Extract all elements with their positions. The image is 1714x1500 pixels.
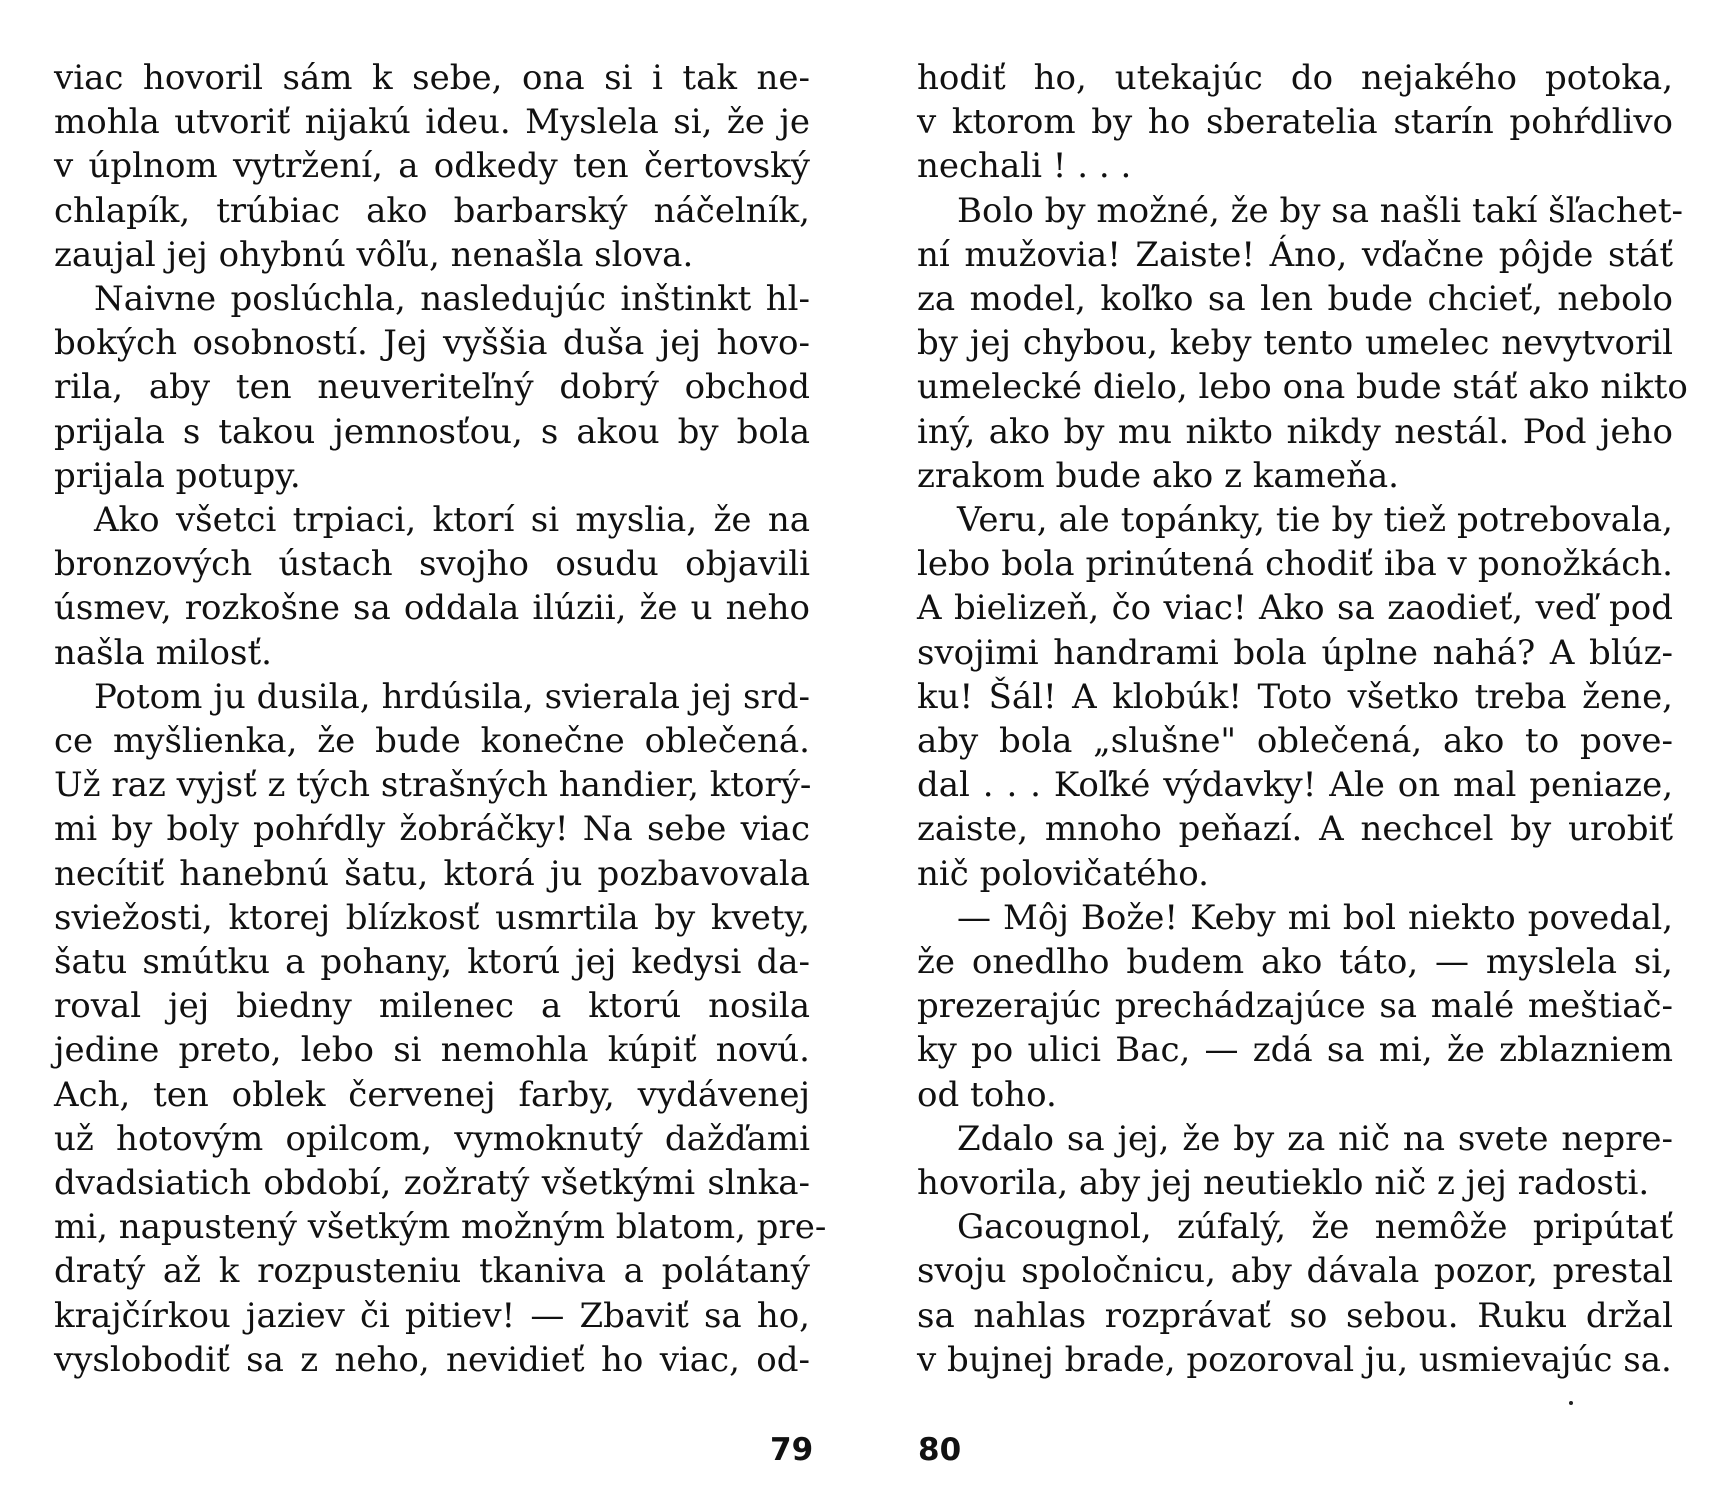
text-line: bronzových ústach svojho osudu objavili xyxy=(54,544,810,585)
text-line: by jej chybou, keby tento umelec nevytvoril xyxy=(917,323,1673,364)
text-line: ní mužovia! Zaiste! Áno, vďačne pôjde stáť xyxy=(917,234,1673,275)
right-page xyxy=(917,56,1688,1382)
text-line: viac hovoril sám k sebe, ona si i tak ne- xyxy=(54,58,810,98)
text-line: rila, aby ten neuveriteľný dobrý obchod xyxy=(54,367,810,408)
text-line: prijala s takou jemnosťou, s akou by bola xyxy=(54,411,810,452)
text-line: Bolo by možné, že by sa našli takí šľachet- xyxy=(957,190,1683,231)
text-line: necítiť hanebnú šatu, ktorá ju pozbavovala xyxy=(54,853,810,894)
text-line: Gacougnol, zúfalý, že nemôže pripútať xyxy=(957,1207,1673,1248)
text-line: lebo bola prinútená chodiť iba v ponožkách. xyxy=(917,544,1673,585)
text-line: nič polovičatého. xyxy=(917,853,1209,894)
paragraph xyxy=(917,896,1673,1117)
text-line: zaujal jej ohybnú vôľu, nenašla slova. xyxy=(54,234,694,275)
text-line: v ktorom by ho sberatelia starín pohŕdlivo xyxy=(917,102,1673,143)
text-line: šatu smútku a pohany, ktorú jej kedysi da- xyxy=(54,942,810,983)
text-line: vyslobodiť sa z neho, nevidieť ho viac, od- xyxy=(54,1339,810,1380)
text-line: roval jej biedny milenec a ktorú nosila xyxy=(54,986,810,1027)
paragraph xyxy=(917,1205,1673,1382)
text-line: hodiť ho, utekajúc do nejakého potoka, xyxy=(917,58,1673,98)
text-line: sa nahlas rozprávať so sebou. Ruku držal xyxy=(917,1295,1673,1336)
text-line: umelecké dielo, lebo ona bude stáť ako nikto xyxy=(917,367,1688,408)
text-line: ce myšlienka, že bude konečne oblečená. xyxy=(54,721,810,762)
text-line: bokých osobností. Jej vyššia duša jej hovo- xyxy=(54,323,810,364)
paragraph xyxy=(917,498,1673,896)
text-line: dvadsiatich období, zožratý všetkými slnka- xyxy=(54,1163,810,1204)
page-number: 80 xyxy=(918,1432,962,1468)
page-number: 79 xyxy=(770,1432,814,1468)
text-line: krajčírkou jaziev či pitiev! — Zbaviť sa ho, xyxy=(54,1295,810,1336)
text-line: Naivne poslúchla, nasledujúc inštinkt hl- xyxy=(94,279,810,320)
paragraph xyxy=(54,498,810,675)
text-line: aby bola „slušne" oblečená, ako to pove- xyxy=(917,721,1673,762)
paragraph xyxy=(917,1117,1673,1205)
text-line: iný, ako by mu nikto nikdy nestál. Pod jeho xyxy=(917,411,1673,452)
text-line: ku! Šál! A klobúk! Toto všetko treba žene, xyxy=(917,676,1673,717)
text-line: našla milosť. xyxy=(54,632,272,673)
text-line: v úplnom vytržení, a odkedy ten čertovský xyxy=(54,146,810,187)
left-page xyxy=(54,56,827,1382)
text-line: svoju spoločnicu, aby dávala pozor, prestal xyxy=(917,1251,1673,1292)
text-line: ky po ulici Bac, — zdá sa mi, že zblazniem xyxy=(917,1030,1673,1071)
text-line: Už raz vyjsť z tých strašných handier, ktorý- xyxy=(54,765,812,806)
print-speck xyxy=(1569,1401,1573,1405)
text-line: od toho. xyxy=(917,1074,1057,1115)
text-line: za model, koľko sa len bude chcieť, nebolo xyxy=(917,279,1673,320)
text-line: dal . . . Koľké výdavky! Ale on mal peniaze, xyxy=(917,765,1673,806)
text-line: mohla utvoriť nijakú ideu. Myslela si, že je xyxy=(54,102,810,143)
text-line: úsmev, rozkošne sa oddala ilúzii, že u neho xyxy=(54,588,810,629)
text-line: chlapík, trúbiac ako barbarský náčelník, xyxy=(54,190,810,231)
text-line: Veru, ale topánky, tie by tiež potrebovala, xyxy=(957,500,1673,541)
text-line: už hotovým opilcom, vymoknutý dažďami xyxy=(54,1118,810,1159)
text-line: že onedlho budem ako táto, — myslela si, xyxy=(917,942,1673,983)
text-line: jedine preto, lebo si nemohla kúpiť novú. xyxy=(54,1030,810,1071)
text-line: hovorila, aby jej neutieklo nič z jej radosti. xyxy=(917,1163,1650,1204)
text-line: Ach, ten oblek červenej farby, vydávenej xyxy=(54,1074,810,1115)
paragraph xyxy=(54,56,810,277)
paragraph xyxy=(54,277,810,498)
text-line: Potom ju dusila, hrdúsila, svierala jej srd- xyxy=(94,676,810,717)
text-line: v bujnej brade, pozoroval ju, usmievajúc sa. xyxy=(917,1339,1672,1380)
text-line: prezerajúc prechádzajúce sa malé meštiač- xyxy=(917,986,1673,1027)
text-line: — Môj Bože! Keby mi bol niekto povedal, xyxy=(957,897,1673,938)
paragraph xyxy=(917,189,1688,498)
text-line: prijala potupy. xyxy=(54,455,301,496)
text-line: dratý až k rozpusteniu tkaniva a polátaný xyxy=(54,1251,810,1292)
text-line: nechali ! . . . xyxy=(917,146,1132,187)
text-line: Ako všetci trpiaci, ktorí si myslia, že na xyxy=(94,500,810,541)
text-line: zaiste, mnoho peňazí. A nechcel by urobiť xyxy=(917,809,1673,850)
paragraph xyxy=(54,675,827,1382)
paragraph xyxy=(917,56,1673,189)
text-line: A bielizeň, čo viac! Ako sa zaodieť, veď pod xyxy=(917,588,1673,629)
text-line: sviežosti, ktorej blízkosť usmrtila by kvety, xyxy=(54,897,810,938)
text-line: mi, napustený všetkým možným blatom, pre- xyxy=(54,1207,827,1248)
text-line: Zdalo sa jej, že by za nič na svete nepre- xyxy=(957,1118,1673,1159)
text-line: zrakom bude ako z kameňa. xyxy=(917,455,1399,496)
text-line: svojimi handrami bola úplne nahá? A blúz- xyxy=(917,632,1673,673)
text-line: mi by boly pohŕdly žobráčky! Na sebe viac xyxy=(54,809,810,850)
